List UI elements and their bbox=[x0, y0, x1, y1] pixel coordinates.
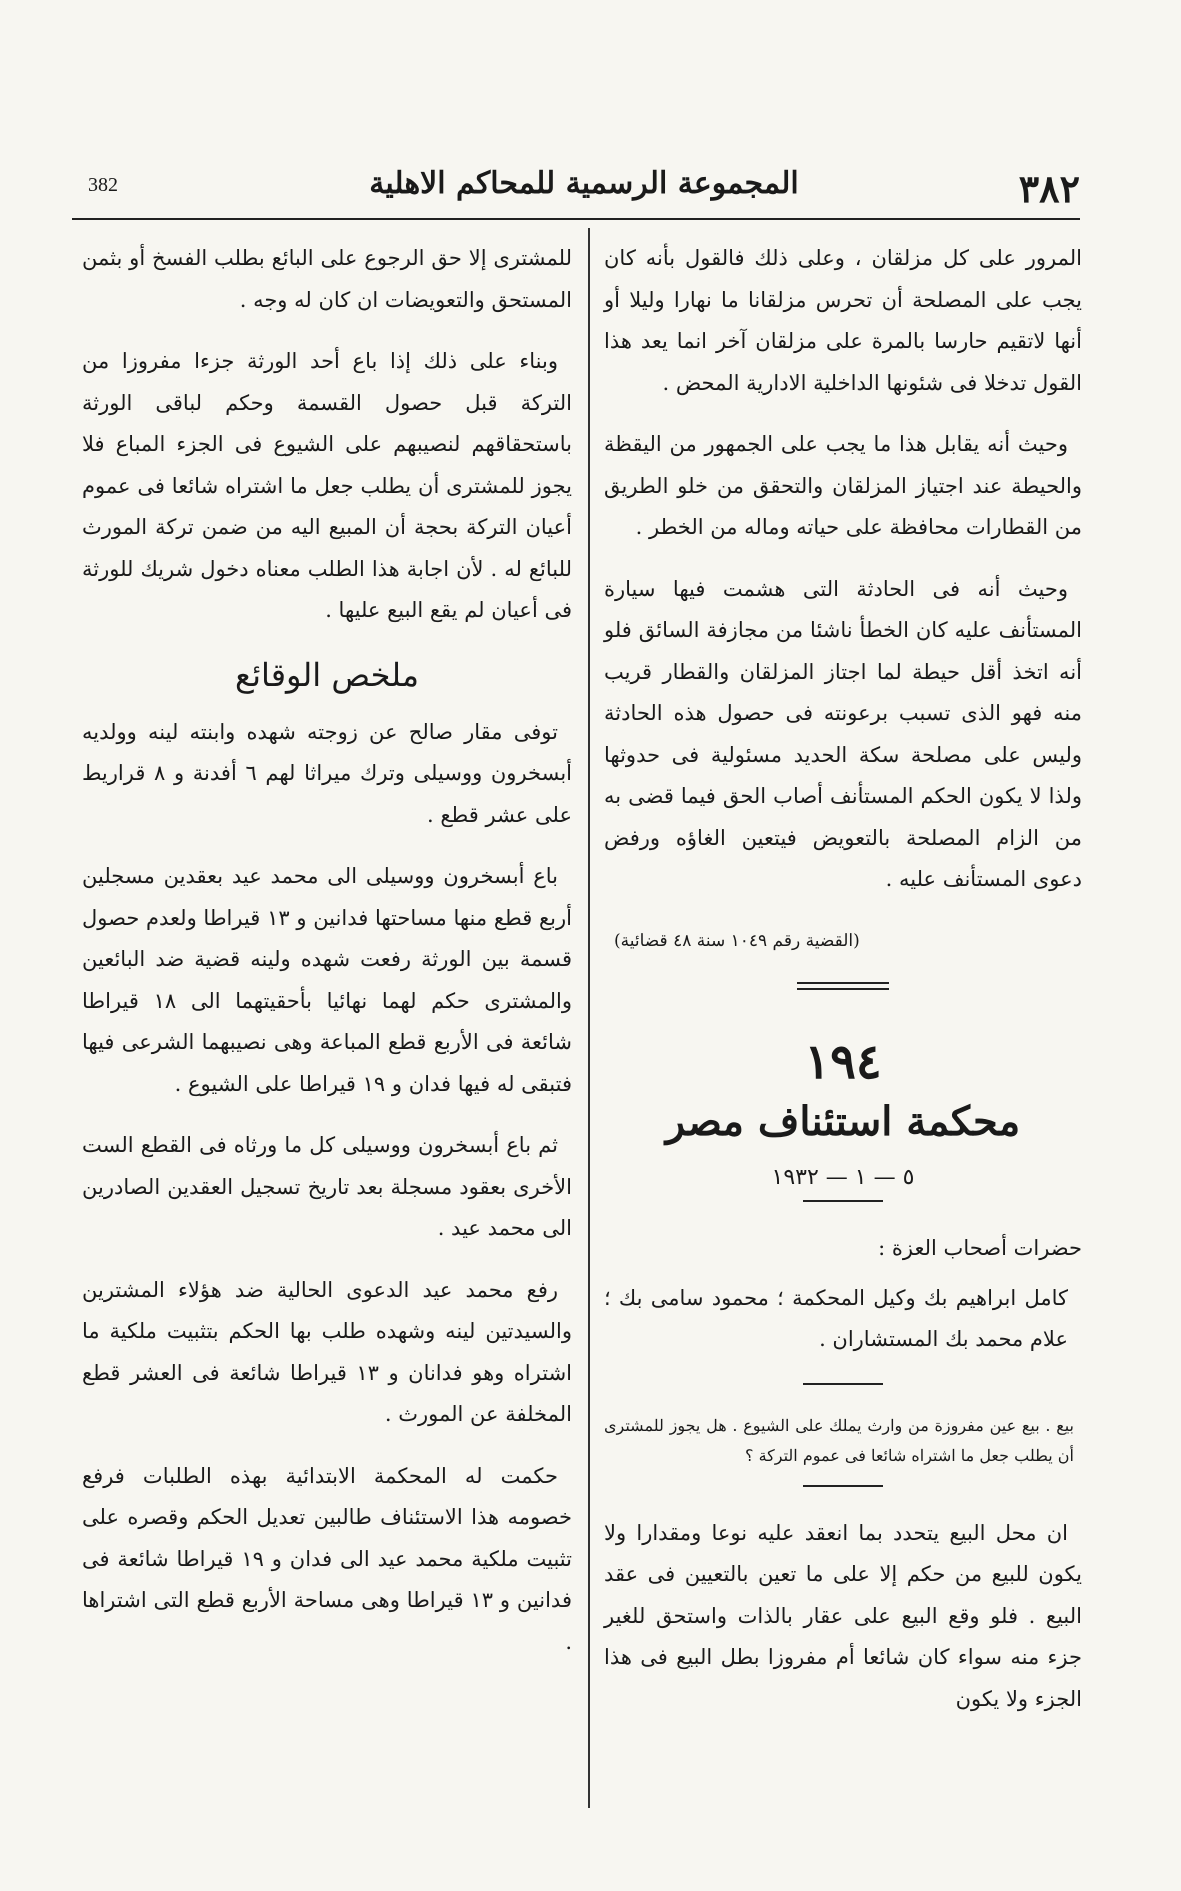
left-paragraph-1: للمشترى إلا حق الرجوع على البائع بطلب الفسخ أو بثمن المستحق والتعويضات ان كان له وجه . bbox=[82, 246, 572, 312]
page-header bbox=[88, 160, 1080, 212]
right-paragraph-2: وحيث أنه يقابل هذا ما يجب على الجمهور من اليقظة والحيطة عند اجتياز المزلقان والتحقق من خلو الطريق من القطارات محافظة على حياته وماله من الخطر . bbox=[604, 432, 1082, 539]
bench-members: كامل ابراهيم بك وكيل المحكمة ؛ محمود سامى بك ؛ علام محمد بك المستشاران . bbox=[604, 1285, 1068, 1351]
facts-heading: ملخص الوقائع bbox=[235, 655, 419, 694]
running-title: المجموعة الرسمية للمحاكم الاهلية bbox=[369, 166, 799, 201]
left-paragraph-4: باع أبسخرون ووسيلى الى محمد عيد بعقدين مسجلين أربع قطع منها مساحتها فدانين و ١٣ قيراطا ولعدم حصول قسمة بين الورثة رفعت شهده ولينه قضية ضد البائعين والمشترى حكم لهما نهائيا بأحقيتهما الى ١٨ قيراطا شائعة فى الأربع قطع المباعة وهى نصيبهما الشرعى فيها فتبقى له فيها فدان و ١٩ قيراطا على الشيوع . bbox=[82, 864, 573, 1096]
section-separator bbox=[797, 982, 889, 990]
case-citation: (القضية رقم ١٠٤٩ سنة ٤٨ قضائية) bbox=[614, 930, 860, 951]
left-paragraph-7: حكمت له المحكمة الابتدائية بهذه الطلبات فرفع خصومه هذا الاستئناف طالبين تعديل الحكم وقصره على تثبيت ملكية محمد عيد الى فدان و ١٩ قيراطا شائعة فى فدانين و ١٣ قيراطا وهى مساحة الأربع قطع التى اشتراها . bbox=[82, 1463, 572, 1654]
right-paragraph-4: ان محل البيع يتحدد بما انعقد عليه نوعا ومقدارا ولا يكون للبيع من حكم إلا على ما تعين بالتعيين فى عقد البيع . فلو وقع البيع على عقار بالذات واستحق للغير جزء منه سواء كان شائعا أم مفروزا بطل البيع فى هذا الجزء ولا يكون bbox=[604, 1520, 1082, 1711]
left-paragraph-3: توفى مقار صالح عن زوجته شهده وابنته لينه وولديه أبسخرون ووسيلى وترك ميراثا لهم ٦ أفدنة و ٨ قراريط على عشر قطع . bbox=[82, 719, 572, 827]
court-name: محكمة استئناف مصر bbox=[665, 1098, 1021, 1145]
case-number: ١٩٤ bbox=[804, 1034, 882, 1090]
right-paragraph-1: المرور على كل مزلقان ، وعلى ذلك فالقول بأنه كان يجب على المصلحة أن تحرس مزلقانا ما نهارا وليلا أو أنها لاتقيم حارسا بالمرة على مزلقان آخر انما يعد هذا القول تدخلا فى شئونها الداخلية الادارية المحض . bbox=[604, 246, 1082, 395]
header-rule bbox=[72, 218, 1080, 220]
right-paragraph-3: وحيث أنه فى الحادثة التى هشمت فيها سيارة المستأنف عليه كان الخطأ ناشئا من مجازفة السائق فلو أنه اتخذ أقل حيطة لما اجتاز المزلقان والقطار قريب منه فهو الذى تسبب برعونته فى حصول هذه الحادثة وليس على مصلحة سكة الحديد مسئولية فى حدوثها ولذا لا يكون الحكم المستأنف أصاب الحق فيما قضى به من الزام المصلحة بالتعويض فيتعين الغاؤه ورفض دعوى المستأنف عليه . bbox=[604, 576, 1082, 891]
members-rule bbox=[803, 1383, 883, 1385]
page-number-arabic: ٣٨٢ bbox=[1018, 166, 1080, 211]
bench-heading: حضرات أصحاب العزة : bbox=[878, 1236, 1082, 1260]
page-number-latin: 382 bbox=[88, 174, 118, 196]
left-paragraph-6: رفع محمد عيد الدعوى الحالية ضد هؤلاء المشترين والسيدتين لينه وشهده طلب بها الحكم بتثبيت ملكية ما اشتراه وهو فدانان و ١٣ قيراطا شائعة فى العشر قطع المخلفة عن المورث . bbox=[82, 1277, 572, 1426]
right-column bbox=[604, 238, 1082, 1740]
summary-rule bbox=[803, 1485, 883, 1487]
left-paragraph-2: وبناء على ذلك إذا باع أحد الورثة جزءا مفروزا من التركة قبل حصول القسمة وحكم لباقى الورثة باستحقاقهم لنصيبهم على الشيوع فى الجزء المباع فلا يجوز للمشترى أن يطلب جعل ما اشتراه شائعا فى عموم أعيان التركة بحجة أن المبيع اليه من ضمن تركة المورث للبائع له . لأن اجابة هذا الطلب معناه دخول شريك للورثة فى أعيان لم يقع البيع عليها . bbox=[82, 349, 572, 622]
left-column bbox=[82, 238, 572, 1683]
left-paragraph-5: ثم باع أبسخرون ووسيلى كل ما ورثاه فى القطع الست الأخرى بعقود مسجلة بعد تاريخ تسجيل العقدين الصادرين الى محمد عيد . bbox=[82, 1133, 572, 1240]
case-summary: بيع . بيع عين مفروزة من وارث يملك على الشيوع . هل يجوز للمشترى أن يطلب جعل ما اشتراه شائعا فى عموم التركة ؟ bbox=[604, 1415, 1074, 1465]
column-divider bbox=[588, 228, 590, 1808]
judgment-date: ٥ — ١ — ١٩٣٢ bbox=[771, 1165, 915, 1190]
date-rule bbox=[803, 1200, 883, 1202]
